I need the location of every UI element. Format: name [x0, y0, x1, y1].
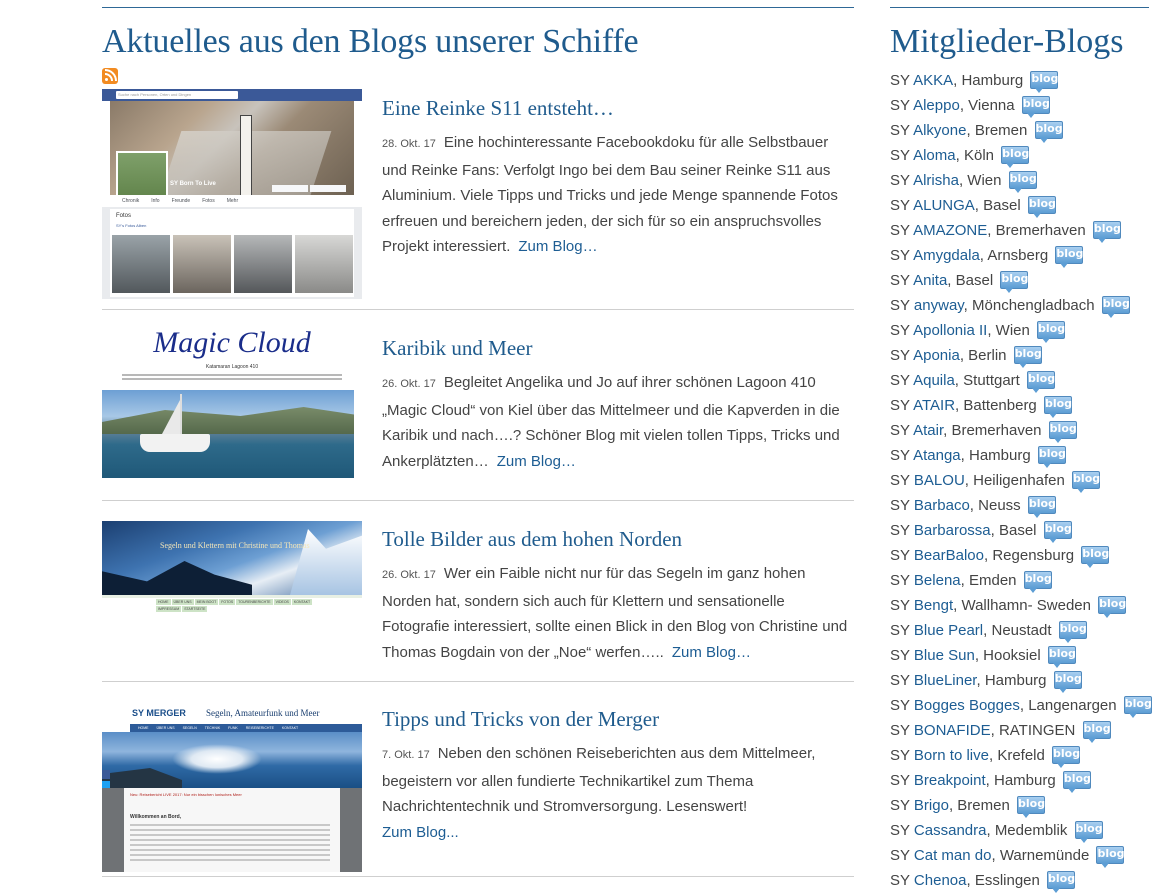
blog-icon[interactable]: blog	[1044, 521, 1072, 539]
post-date: 7. Okt. 17	[382, 749, 430, 761]
blog-icon[interactable]: blog	[1009, 171, 1037, 189]
divider	[102, 309, 854, 310]
ship-prefix: SY	[890, 272, 910, 289]
member-blog-item: SY Chenoa, Esslingen blog	[890, 872, 1076, 889]
blog-icon[interactable]: blog	[1014, 346, 1042, 364]
home-port: Bremerhaven	[995, 222, 1086, 239]
home-port: Wallhamn- Sweden	[961, 597, 1091, 614]
member-blog-item: SY AMAZONE, Bremerhaven blog	[890, 222, 1121, 239]
ship-prefix: SY	[890, 572, 910, 589]
member-blog-item: SY Belena, Emden blog	[890, 572, 1052, 589]
divider	[102, 681, 854, 682]
ship-link[interactable]: BearBaloo	[913, 547, 984, 564]
member-blog-item: SY Alkyone, Bremen blog	[890, 122, 1063, 139]
member-blog-item: SY BALOU, Heiligenhafen blog	[890, 472, 1101, 489]
home-port: Hooksiel	[983, 647, 1041, 664]
ship-link[interactable]: Blue Pearl	[913, 622, 984, 639]
ship-prefix: SY	[890, 397, 910, 414]
post-thumbnail[interactable]: Suche nach Personen, Orten und Dingen SY Born To Live Chronik Info Freunde Fotos Mehr Fotos SY's Fotos Alben	[102, 89, 362, 299]
home-port: Wien	[967, 172, 1002, 189]
post-title-link[interactable]: Eine Reinke S11 entsteht…	[382, 96, 614, 120]
ship-prefix: SY	[890, 172, 910, 189]
member-blog-item: SY Anita, Basel blog	[890, 272, 1029, 289]
ship-link[interactable]: Atair	[913, 422, 944, 439]
home-port: Bremen	[974, 122, 1028, 139]
ship-prefix: SY	[890, 522, 910, 539]
ship-link[interactable]: ATAIR	[913, 397, 956, 414]
ship-prefix: SY	[890, 372, 910, 389]
member-blog-item: SY Blue Pearl, Neustadt blog	[890, 622, 1087, 639]
home-port: Basel	[998, 522, 1037, 539]
ship-link[interactable]: Cat man do	[913, 847, 992, 864]
post-date: 26. Okt. 17	[382, 378, 436, 390]
blog-icon[interactable]: blog	[1063, 771, 1091, 789]
blog-icon[interactable]: blog	[1081, 546, 1109, 564]
member-blog-item: SY Aleppo, Vienna blog	[890, 97, 1050, 114]
member-blog-item: SY Barbaco, Neuss blog	[890, 497, 1056, 514]
member-blog-item: SY Bengt, Wallhamn- Sweden blog	[890, 597, 1127, 614]
member-blogs-sidebar	[890, 7, 1152, 893]
ship-prefix: SY	[890, 447, 910, 464]
member-blog-item: SY AKKA, Hamburg blog	[890, 72, 1059, 89]
blog-icon[interactable]: blog	[1001, 146, 1029, 164]
read-more-link[interactable]: Zum Blog...	[382, 823, 459, 841]
ship-prefix: SY	[890, 872, 910, 889]
ship-link[interactable]: BALOU	[913, 472, 965, 489]
ship-prefix: SY	[890, 472, 910, 489]
rss-feed-icon[interactable]	[102, 68, 118, 84]
ship-prefix: SY	[890, 422, 910, 439]
blog-icon[interactable]: blog	[1028, 496, 1056, 514]
ship-link[interactable]: Born to live	[913, 747, 989, 764]
member-blog-item: SY Barbarossa, Basel blog	[890, 522, 1072, 539]
member-blog-item: SY Aponia, Berlin blog	[890, 347, 1042, 364]
home-port: Neustadt	[991, 622, 1052, 639]
ship-prefix: SY	[890, 747, 910, 764]
sidebar-title: Mitglieder-Blogs	[890, 23, 1124, 60]
home-port: Wien	[995, 322, 1030, 339]
blog-icon[interactable]: blog	[1072, 471, 1100, 489]
member-blog-item: SY anyway, Mönchengladbach blog	[890, 297, 1130, 314]
ship-prefix: SY	[890, 697, 910, 714]
blog-icon[interactable]: blog	[1048, 646, 1076, 664]
ship-link[interactable]: Breakpoint	[913, 772, 986, 789]
member-blog-item: SY Breakpoint, Hamburg blog	[890, 772, 1091, 789]
blog-icon[interactable]: blog	[1022, 96, 1050, 114]
ship-link[interactable]: Atanga	[913, 447, 961, 464]
member-blog-item: SY Cat man do, Warnemünde blog	[890, 847, 1125, 864]
ship-prefix: SY	[890, 672, 910, 689]
post-thumbnail[interactable]: Segeln und Klettern mit Christine und Thomas HOME ÜBER UNS MEIN BOOT FOTOS TOURENBERICHTE VIDEOS KONTAKTIMPRESSUM STARTSEITE	[102, 521, 362, 611]
ship-link[interactable]: Bengt	[913, 597, 954, 614]
read-more-link[interactable]: Zum Blog…	[496, 452, 576, 470]
ship-prefix: SY	[890, 822, 910, 839]
home-port: Battenberg	[963, 397, 1037, 414]
ship-prefix: SY	[890, 247, 910, 264]
ship-link[interactable]: Anita	[913, 272, 948, 289]
member-blog-item: SY Amygdala, Arnsberg blog	[890, 247, 1084, 264]
ship-prefix: SY	[890, 97, 910, 114]
ship-prefix: SY	[890, 722, 910, 739]
home-port: Berlin	[968, 347, 1007, 364]
home-port: Basel	[955, 272, 994, 289]
home-port: Langenargen	[1028, 697, 1117, 714]
blog-icon[interactable]: blog	[1059, 621, 1087, 639]
post-excerpt: Neben den schönen Reiseberichten aus dem Mittelmeer, begeistern vor allen fundierte Technikartikel zum Thema Nachrichtentechnik und Stromversorgung. Lesenswert!	[382, 745, 816, 815]
home-port: Köln	[963, 147, 994, 164]
ship-link[interactable]: BlueLiner	[913, 672, 977, 689]
home-port: Warnemünde	[999, 847, 1090, 864]
blog-icon[interactable]: blog	[1047, 871, 1075, 889]
ship-link[interactable]: AMAZONE	[913, 222, 988, 239]
blog-icon[interactable]: blog	[1044, 396, 1072, 414]
ship-link[interactable]: Cassandra	[913, 822, 987, 839]
main-column	[102, 7, 854, 84]
ship-prefix: SY	[890, 222, 910, 239]
ship-prefix: SY	[890, 347, 910, 364]
blog-icon[interactable]: blog	[1083, 721, 1111, 739]
member-blog-item: SY Blue Sun, Hooksiel blog	[890, 647, 1076, 664]
member-blog-item: SY BONAFIDE, RATINGEN blog	[890, 722, 1111, 739]
home-port: Medemblik	[994, 822, 1068, 839]
blog-icon[interactable]: blog	[1054, 671, 1082, 689]
ship-link[interactable]: Chenoa	[913, 872, 967, 889]
home-port: Krefeld	[997, 747, 1045, 764]
post-excerpt: Eine hochinteressante Facebookdoku für alle Selbstbauer und Reinke Fans: Verfolgt Ingo bei dem Bau seiner Reinke S11 aus Aluminium. Viele Tipps und Tricks und jede Menge spannende Fotos erfreuen und bereichern jeden, der sich für so ein anspruchsvolles Projekt interessiert.	[382, 134, 838, 255]
blog-icon[interactable]: blog	[1027, 371, 1055, 389]
divider	[102, 876, 854, 877]
home-port: Hamburg	[993, 772, 1056, 789]
ship-link[interactable]: Bogges Bogges	[913, 697, 1020, 714]
blog-icon[interactable]: blog	[1049, 421, 1077, 439]
home-port: Bremen	[957, 797, 1010, 814]
post-excerpt: Wer ein Faible nicht nur für das Segeln im ganz hohen Norden hat, sondern sich auch für Klettern und sensationelle Fotografie interessiert, sollte einen Blick in den Blog von Christine und Thomas Bogdain von der „Noe“ werfen…..	[382, 565, 848, 661]
member-blog-item: SY BearBaloo, Regensburg blog	[890, 547, 1110, 564]
home-port: Arnsberg	[987, 247, 1049, 264]
blog-icon[interactable]: blog	[1028, 196, 1056, 214]
ship-link[interactable]: anyway	[913, 297, 964, 314]
ship-link[interactable]: Alrisha	[913, 172, 959, 189]
member-blog-item: SY Cassandra, Medemblik blog	[890, 822, 1103, 839]
member-blog-item: SY Apollonia II, Wien blog	[890, 322, 1066, 339]
home-port: Heiligenhafen	[973, 472, 1065, 489]
home-port: Neuss	[978, 497, 1021, 514]
ship-prefix: SY	[890, 322, 910, 339]
blog-icon[interactable]: blog	[1124, 696, 1152, 714]
post-date: 28. Okt. 17	[382, 138, 436, 150]
ship-prefix: SY	[890, 547, 910, 564]
member-blog-item: SY Atanga, Hamburg blog	[890, 447, 1066, 464]
member-blog-item: SY ATAIR, Battenberg blog	[890, 397, 1073, 414]
member-blog-list	[890, 68, 1152, 893]
ship-link[interactable]: Aponia	[913, 347, 960, 364]
blog-icon[interactable]: blog	[1055, 246, 1083, 264]
post-title-link[interactable]: Tipps und Tricks von der Merger	[382, 707, 660, 731]
ship-prefix: SY	[890, 847, 910, 864]
ship-link[interactable]: Amygdala	[913, 247, 980, 264]
ship-prefix: SY	[890, 297, 910, 314]
ship-prefix: SY	[890, 622, 910, 639]
home-port: Regensburg	[992, 547, 1075, 564]
post-thumbnail[interactable]: Magic Cloud Katamaran Lagoon 410	[102, 330, 362, 480]
ship-link[interactable]: Alkyone	[913, 122, 967, 139]
post-date: 26. Okt. 17	[382, 569, 436, 581]
blog-icon[interactable]: blog	[1075, 821, 1103, 839]
ship-link[interactable]: Belena	[913, 572, 961, 589]
home-port: RATINGEN	[998, 722, 1076, 739]
ship-prefix: SY	[890, 797, 910, 814]
member-blog-item: SY Alrisha, Wien blog	[890, 172, 1037, 189]
ship-link[interactable]: Barbarossa	[913, 522, 991, 539]
home-port: Emden	[968, 572, 1017, 589]
ship-link[interactable]: Aquila	[913, 372, 955, 389]
home-port: Vienna	[968, 97, 1015, 114]
blog-icon[interactable]: blog	[1098, 596, 1126, 614]
ship-prefix: SY	[890, 122, 910, 139]
ship-prefix: SY	[890, 147, 910, 164]
home-port: Hamburg	[984, 672, 1047, 689]
member-blog-item: SY Aquila, Stuttgart blog	[890, 372, 1056, 389]
member-blog-item: SY Atair, Bremerhaven blog	[890, 422, 1077, 439]
ship-link[interactable]: BONAFIDE	[913, 722, 991, 739]
ship-link[interactable]: Brigo	[913, 797, 949, 814]
ship-link[interactable]: Blue Sun	[913, 647, 975, 664]
post-title-link[interactable]: Karibik und Meer	[382, 336, 533, 360]
blog-icon[interactable]: blog	[1017, 796, 1045, 814]
blog-icon[interactable]: blog	[1093, 221, 1121, 239]
blog-icon[interactable]: blog	[1096, 846, 1124, 864]
ship-prefix: SY	[890, 497, 910, 514]
member-blog-item: SY Bogges Bogges, Langenargen blog	[890, 697, 1152, 714]
member-blog-item: SY Aloma, Köln blog	[890, 147, 1030, 164]
ship-link[interactable]: ALUNGA	[913, 197, 975, 214]
home-port: Basel	[983, 197, 1021, 214]
blog-icon[interactable]: blog	[1037, 321, 1065, 339]
blog-icon[interactable]: blog	[1035, 121, 1063, 139]
blog-icon[interactable]: blog	[1102, 296, 1130, 314]
home-port: Hamburg	[968, 447, 1031, 464]
ship-link[interactable]: AKKA	[913, 72, 954, 89]
blog-icon[interactable]: blog	[1052, 746, 1080, 764]
ship-prefix: SY	[890, 772, 910, 789]
home-port: Bremerhaven	[951, 422, 1042, 439]
read-more-link[interactable]: Zum Blog…	[671, 643, 752, 661]
ship-link[interactable]: Aleppo	[913, 97, 960, 114]
ship-prefix: SY	[890, 647, 910, 664]
divider	[102, 500, 854, 501]
ship-link[interactable]: Apollonia II	[913, 322, 988, 339]
blog-icon[interactable]: blog	[1038, 446, 1066, 464]
home-port: Hamburg	[961, 72, 1024, 89]
ship-link[interactable]: Aloma	[913, 147, 956, 164]
ship-link[interactable]: Barbaco	[913, 497, 970, 514]
ship-prefix: SY	[890, 197, 910, 214]
post-title-link[interactable]: Tolle Bilder aus dem hohen Norden	[382, 527, 683, 551]
home-port: Mönchengladbach	[972, 297, 1095, 314]
read-more-link[interactable]: Zum Blog…	[518, 238, 598, 255]
post-excerpt: Begleitet Angelika und Jo auf ihrer schönen Lagoon 410 „Magic Cloud“ von Kiel über das Mittelmeer und die Kapverden in die Karibik und nach….? Schöner Blog mit vielen tollen Tipps, Tricks und Ankerplätzten…	[382, 374, 840, 470]
blog-icon[interactable]: blog	[1030, 71, 1058, 89]
member-blog-item: SY Born to live, Krefeld blog	[890, 747, 1081, 764]
blog-icon[interactable]: blog	[1024, 571, 1052, 589]
post-thumbnail[interactable]: SY MERGER Segeln, Amateurfunk und Meer HOME ÜBER UNS SEGELN TECHNIK FUNK REISEBERICHTE KONTAKT Neu: Reisebericht LIVE 2017: Nur ein bisschen Ionisches Meer Willkommen an Bord,	[102, 702, 362, 866]
blog-icon[interactable]: blog	[1000, 271, 1028, 289]
member-blog-item: SY Brigo, Bremen blog	[890, 797, 1046, 814]
member-blog-item: SY ALUNGA, Basel blog	[890, 197, 1056, 214]
home-port: Esslingen	[974, 872, 1040, 889]
ship-prefix: SY	[890, 597, 910, 614]
ship-prefix: SY	[890, 72, 910, 89]
home-port: Stuttgart	[963, 372, 1020, 389]
page-title: Aktuelles aus den Blogs unserer Schiffe	[102, 23, 639, 60]
member-blog-item: SY BlueLiner, Hamburg blog	[890, 672, 1082, 689]
